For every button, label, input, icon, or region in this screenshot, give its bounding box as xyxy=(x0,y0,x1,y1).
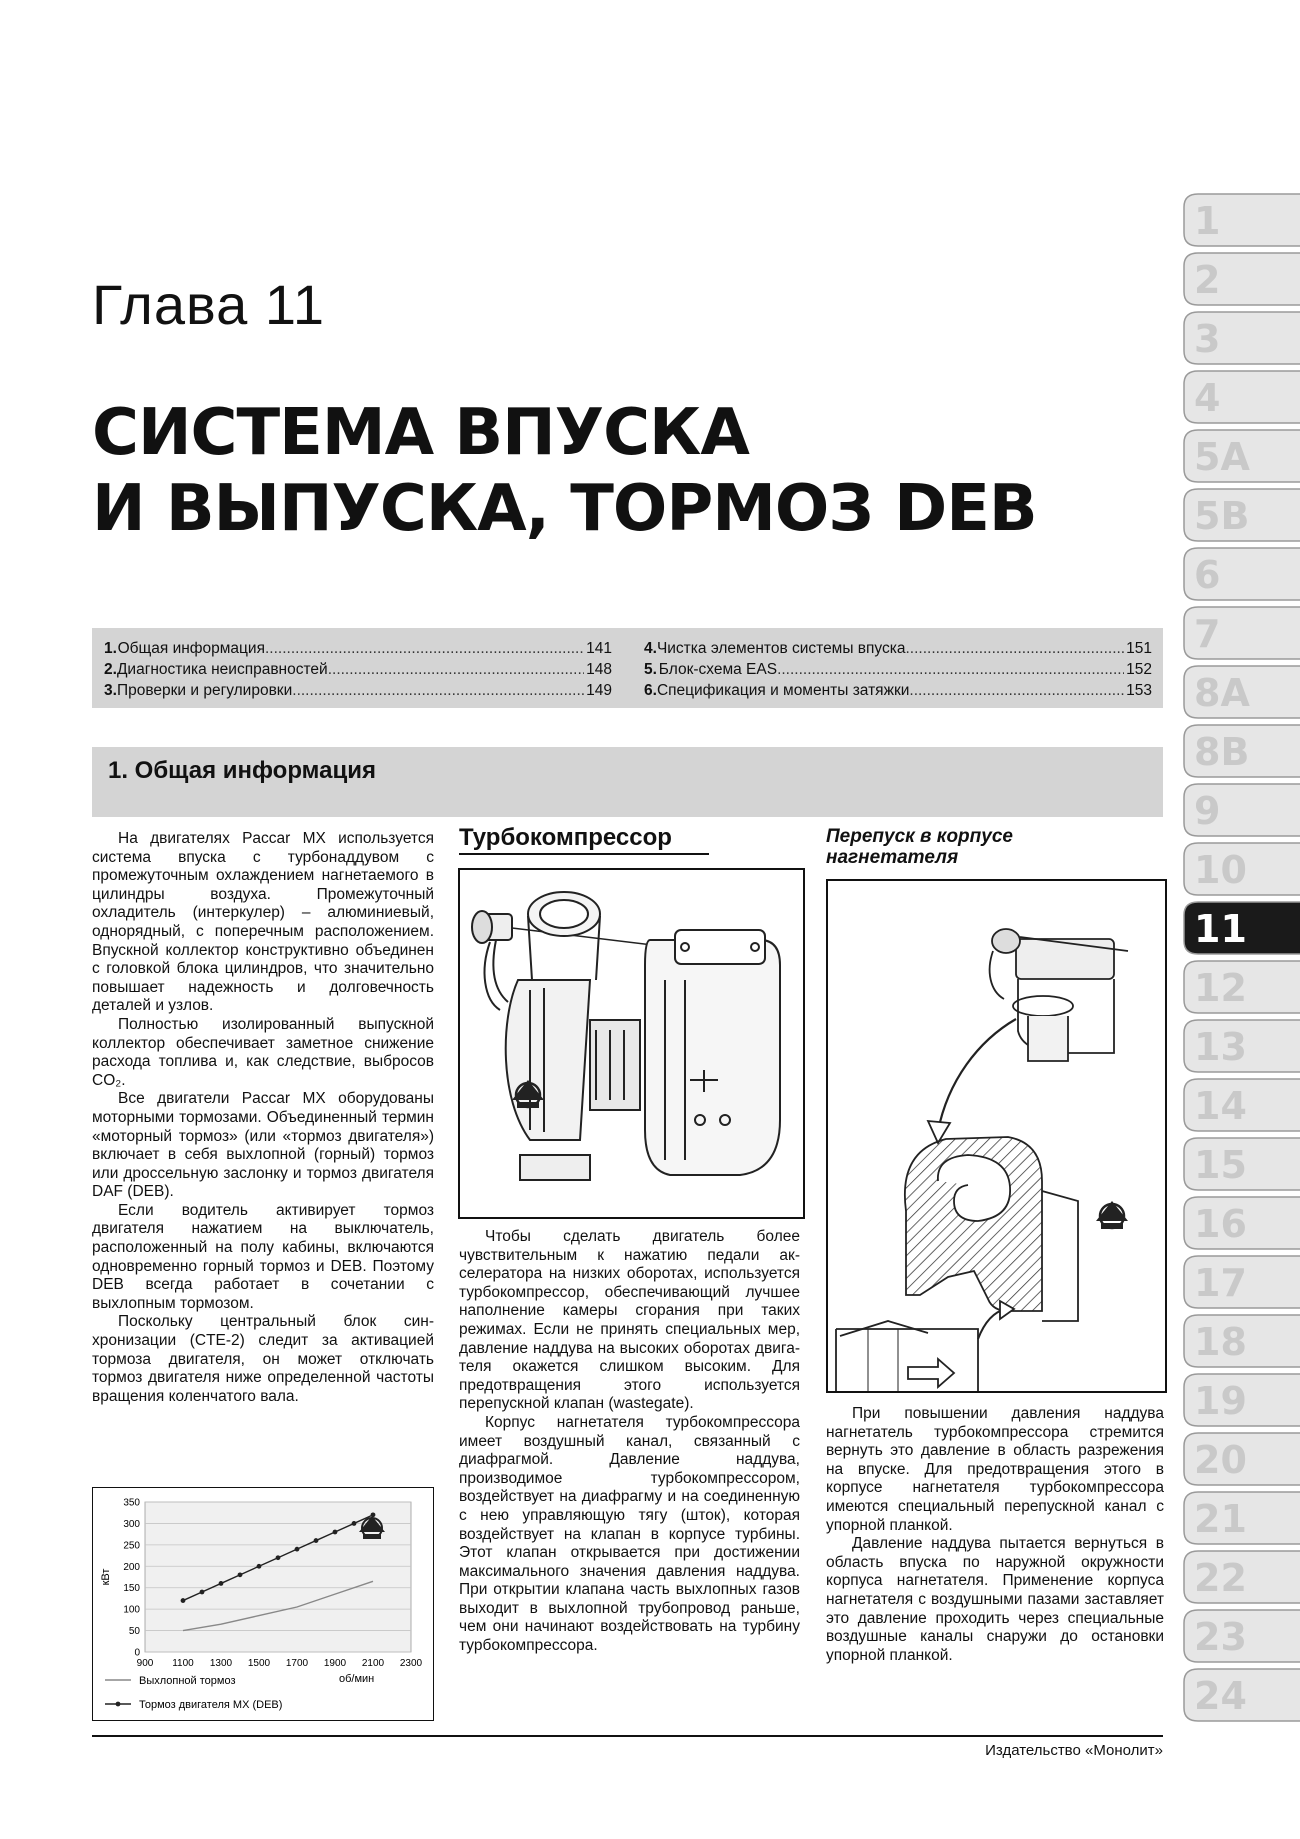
chapter-tab-label: 9 xyxy=(1194,789,1221,833)
chapter-tab-label: 23 xyxy=(1194,1615,1247,1659)
chapter-tab-5a[interactable] xyxy=(1182,429,1300,483)
section-heading: 1. Общая информация xyxy=(108,757,376,784)
column1-text xyxy=(92,830,434,1406)
legend-marker xyxy=(116,1702,121,1707)
chapter-tab-12[interactable] xyxy=(1182,960,1300,1014)
chapter-tab-3[interactable] xyxy=(1182,311,1300,365)
data-point xyxy=(276,1555,281,1560)
x-axis-label: об/мин xyxy=(339,1673,375,1685)
turbo-heading-rule xyxy=(459,853,709,855)
chart-canvas xyxy=(93,1488,433,1720)
data-point xyxy=(257,1564,262,1569)
paragraph: Давление наддува пытается вернуться в область впуска по наружной окружности корпуса нагнетателя. Применение корпуса нагнетателя с воздушными пазами заставляет это давление проходить через специальные воздушные каналы снаружи до остановки упорной планкой. xyxy=(826,1535,1164,1664)
chapter-title xyxy=(92,395,1037,547)
chapter-tab-24[interactable] xyxy=(1182,1668,1300,1722)
x-tick-label: 1100 xyxy=(172,1658,194,1669)
chapter-tab-23[interactable] xyxy=(1182,1609,1300,1663)
toc-item[interactable]: 5. Блок-схема EAS ..... 152 xyxy=(644,659,1152,680)
x-tick-label: 1700 xyxy=(285,1658,309,1669)
chapter-tab-label: 11 xyxy=(1194,907,1247,951)
turbo-heading: Турбокомпрессор xyxy=(459,824,672,851)
toc-right-column xyxy=(644,638,1152,701)
paragraph: Поскольку центральный блок синхронизации (CTE-2) следит за активацией тормоза двигателя, он может отключать тормоз двигателя ниже определенной частоты вращения коленчатого вала. xyxy=(92,1313,434,1405)
chapter-tab-13[interactable] xyxy=(1182,1019,1300,1073)
chapter-tab-21[interactable] xyxy=(1182,1491,1300,1545)
data-point xyxy=(314,1538,319,1543)
chapter-tab-10[interactable] xyxy=(1182,842,1300,896)
y-tick-label: 250 xyxy=(123,1540,140,1552)
chapter-tab-15[interactable] xyxy=(1182,1137,1300,1191)
chapter-tab-22[interactable] xyxy=(1182,1550,1300,1604)
chapter-tab-label: 5B xyxy=(1194,494,1250,538)
chapter-tab-label: 3 xyxy=(1194,317,1221,361)
y-tick-label: 100 xyxy=(123,1604,140,1616)
bypass-illustration xyxy=(826,879,1167,1393)
x-tick-label: 900 xyxy=(136,1658,154,1669)
chapter-tab-7[interactable] xyxy=(1182,606,1300,660)
chapter-tab-label: 17 xyxy=(1194,1261,1247,1305)
paragraph: При повышении давления наддува нагнетатель турбокомпрессора стремится вернуть это давление в область разрежения на впуске. Для предотвращения этого в корпусе нагнетателя турбокомпрессора имеются специальный перепускной канал с упорной планкой. xyxy=(826,1405,1164,1534)
chapter-tab-20[interactable] xyxy=(1182,1432,1300,1486)
paragraph: Полностью изолированный выпускной коллектор обеспечивает заметное снижение расхода топлива и, как следствие, выбросов CO₂. xyxy=(92,1015,434,1089)
chapter-tab-label: 14 xyxy=(1194,1084,1247,1128)
chapter-tab-label: 6 xyxy=(1194,553,1221,597)
data-point xyxy=(352,1521,357,1526)
chapter-tab-label: 13 xyxy=(1194,1025,1247,1069)
legend-label: Тормоз двигателя MX (DEB) xyxy=(139,1699,283,1711)
chapter-tab-9[interactable] xyxy=(1182,783,1300,837)
chapter-tab-label: 5A xyxy=(1194,435,1250,479)
chapter-tab-label: 24 xyxy=(1194,1674,1247,1718)
toc-item[interactable]: 3. Проверки и регулировки ..... 149 xyxy=(104,680,612,701)
y-tick-label: 300 xyxy=(123,1518,140,1530)
chapter-title-line2: И ВЫПУСКА, ТОРМОЗ DEB xyxy=(92,472,1037,546)
chapter-tab-label: 16 xyxy=(1194,1202,1247,1246)
paragraph: Чтобы сделать двигатель более чувствительным к нажатию педали акселератора на низких оборотах, используется турбокомпрессор, обеспечивающий лучшее наполнение камеры сгорания при таких режимах. Если не принять специальных мер, давление наддува на высоких оборотах двигателя окажется слишком высоким. Для предотвращения этого используется перепускной клапан (wastegate). xyxy=(459,1228,800,1413)
chapter-tab-label: 20 xyxy=(1194,1438,1247,1482)
data-point xyxy=(371,1512,376,1517)
y-axis-label: кВт xyxy=(100,1568,112,1586)
toc-item[interactable]: 2. Диагностика неисправностей ..... 148 xyxy=(104,659,612,680)
paragraph: Если водитель активирует тормоз двигателя нажатием на выключатель, расположенный на полу кабины, включаются одновременно горный тормоз и DEB. Поэтому DEB всегда работает в сочетании с выхлопным тормозом. xyxy=(92,1201,434,1312)
chapter-tab-6[interactable] xyxy=(1182,547,1300,601)
paragraph: Корпус нагнетателя турбокомпрессора имеет воздушный канал, связанный с диафрагмой. Давление наддува, производимое турбокомпрессором, воздействует на диафрагму и на соединенную с нею управляющую тягу (шток), которая воздействует на клапан в корпусе турбины. Этот клапан открывается при достижении максимального значения давления наддува. При открытии клапана часть выхлопных газов выходит в выхлопной трубопровод раньше, чем они начинают воздействовать на турбину турбокомпрессора. xyxy=(459,1413,800,1655)
x-tick-label: 1300 xyxy=(209,1658,233,1669)
data-point xyxy=(200,1590,205,1595)
chapter-tab-17[interactable] xyxy=(1182,1255,1300,1309)
paragraph: На двигателях Paccar MX используется система впуска с турбонаддувом с промежуточным охлаждением нагнетаемого в цилиндры воздуха. Промежуточный охладитель (интеркулер) – алюминиевый, однорядный, с поперечным расположением. Впускной коллектор конструктивно объединен с головкой блока цилиндров, что значительно повышает надежность и долговечность деталей и узлов. xyxy=(92,830,434,1015)
power-chart xyxy=(92,1487,434,1721)
y-tick-label: 150 xyxy=(123,1583,140,1595)
chapter-tab-18[interactable] xyxy=(1182,1314,1300,1368)
chapter-tab-8a[interactable] xyxy=(1182,665,1300,719)
chart-legend xyxy=(105,1675,282,1711)
chapter-tab-label: 22 xyxy=(1194,1556,1247,1600)
chapter-tab-2[interactable] xyxy=(1182,252,1300,306)
chapter-tab-label: 15 xyxy=(1194,1143,1247,1187)
y-tick-label: 200 xyxy=(123,1561,140,1573)
chapter-tab-label: 10 xyxy=(1194,848,1247,892)
data-point xyxy=(181,1598,186,1603)
legend-label: Выхлопной тормоз xyxy=(139,1675,236,1687)
bypass-text xyxy=(826,1405,1164,1665)
data-point xyxy=(238,1572,243,1577)
x-tick-label: 1500 xyxy=(247,1658,271,1669)
footer-rule xyxy=(92,1735,1163,1737)
bypass-drawing xyxy=(828,881,1165,1391)
paragraph: Все двигатели Paccar MX оборудованы моторными тормозами. Объединенный термин «моторный тормоз» (или «тормоз двигателя») включает в себя выхлопной (горный) тормоз или дроссельную заслонку и тормоз двигателя DAF (DEB). xyxy=(92,1090,434,1201)
chapter-tab-16[interactable] xyxy=(1182,1196,1300,1250)
toc-item[interactable]: 6. Спецификация и моменты затяжки ..... 153 xyxy=(644,680,1152,701)
data-point xyxy=(295,1547,300,1552)
chapter-tab-label: 19 xyxy=(1194,1379,1247,1423)
y-tick-label: 0 xyxy=(134,1647,140,1659)
chapter-tab-label: 4 xyxy=(1194,376,1221,420)
chapter-tab-label: 21 xyxy=(1194,1497,1247,1541)
y-tick-label: 350 xyxy=(123,1497,140,1509)
toc-item[interactable]: 4. Чистка элементов системы впуска ..... 151 xyxy=(644,638,1152,659)
chapter-tab-label: 8A xyxy=(1194,671,1250,715)
publisher-label: Издательство «Монолит» xyxy=(985,1742,1163,1759)
chapter-tab-1[interactable] xyxy=(1182,193,1300,247)
x-tick-label: 2100 xyxy=(361,1658,385,1669)
chapter-tab-5b[interactable] xyxy=(1182,488,1300,542)
y-tick-label: 50 xyxy=(128,1626,140,1638)
bypass-heading: Перепуск в корпусе нагнетателя xyxy=(826,826,1013,868)
chapter-tab-8b[interactable] xyxy=(1182,724,1300,778)
table-of-contents xyxy=(92,628,1163,708)
chapter-tab-label: 2 xyxy=(1194,258,1221,302)
x-tick-label: 2300 xyxy=(399,1658,423,1669)
turbocharger-illustration xyxy=(458,868,805,1219)
chapter-tab-14[interactable] xyxy=(1182,1078,1300,1132)
monolith-logo-icon xyxy=(1096,1201,1128,1229)
chapter-tab-label: 18 xyxy=(1194,1320,1247,1364)
data-point xyxy=(333,1530,338,1535)
chapter-tab-11[interactable] xyxy=(1182,901,1300,955)
chapter-tab-label: 12 xyxy=(1194,966,1247,1010)
toc-item[interactable]: 1. Общая информация ..... 141 xyxy=(104,638,612,659)
chapter-title-line1: СИСТЕМА ВПУСКА xyxy=(92,396,749,470)
toc-left-column xyxy=(104,638,612,701)
x-tick-label: 1900 xyxy=(323,1658,347,1669)
turbocharger-drawing xyxy=(460,870,803,1217)
data-point xyxy=(219,1581,224,1586)
chapter-tab-19[interactable] xyxy=(1182,1373,1300,1427)
turbo-text xyxy=(459,1228,800,1656)
chapter-tab-label: 7 xyxy=(1194,612,1221,656)
chapter-label: Глава 11 xyxy=(92,273,325,336)
chapter-tab-label: 1 xyxy=(1194,199,1221,243)
chapter-tab-4[interactable] xyxy=(1182,370,1300,424)
chapter-tab-label: 8B xyxy=(1194,730,1250,774)
